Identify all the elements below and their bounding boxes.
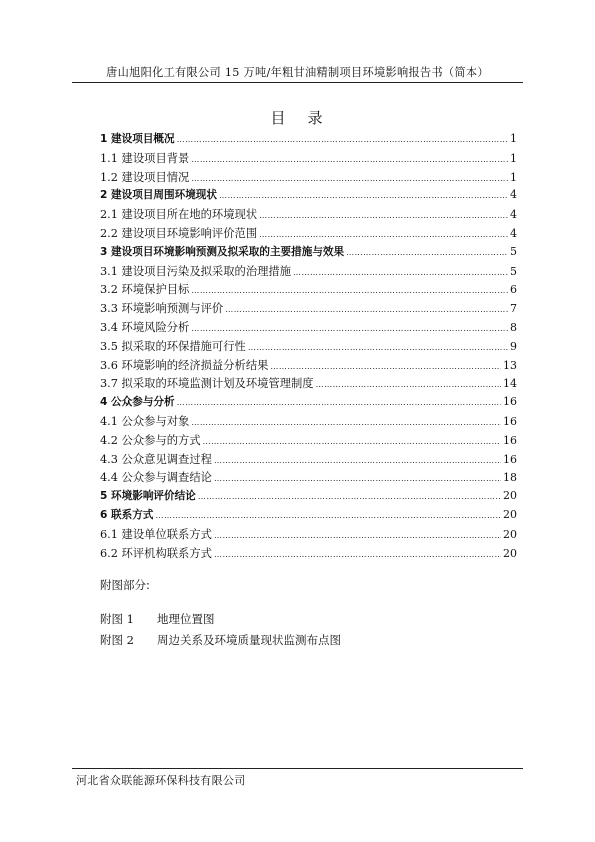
toc-section-entry[interactable] bbox=[100, 545, 517, 564]
toc-page-number: 16 bbox=[503, 395, 517, 409]
toc-leader-dots bbox=[191, 324, 508, 333]
appendix-list bbox=[100, 611, 341, 653]
toc-leader-dots bbox=[191, 286, 508, 295]
toc-section-entry[interactable] bbox=[100, 413, 517, 432]
toc-leader-dots bbox=[259, 230, 508, 239]
toc-page-number: 18 bbox=[503, 471, 517, 485]
toc-entry-title: 4 公众参与分析 bbox=[100, 396, 175, 409]
toc-page-number: 20 bbox=[503, 507, 517, 521]
toc-chapter-entry[interactable] bbox=[100, 488, 517, 507]
toc-chapter-entry[interactable] bbox=[100, 394, 517, 413]
toc-page-number: 14 bbox=[503, 377, 517, 391]
toc-section-entry[interactable] bbox=[100, 206, 517, 225]
toc-leader-dots bbox=[293, 268, 508, 277]
toc-entry-title: 5 环境影响评价结论 bbox=[100, 490, 196, 503]
toc-page-number: 20 bbox=[503, 489, 517, 503]
toc-section-entry[interactable] bbox=[100, 281, 517, 300]
toc-page-number: 9 bbox=[510, 339, 517, 353]
toc-page-number: 16 bbox=[503, 452, 517, 466]
toc-entry-title: 4.4 公众参与调查结论 bbox=[100, 471, 212, 485]
toc-page-number: 6 bbox=[510, 283, 517, 297]
toc-page-number: 13 bbox=[503, 358, 517, 372]
toc-leader-dots bbox=[191, 418, 501, 427]
appendix-item-title: 地理位置图 bbox=[157, 612, 215, 626]
table-of-contents bbox=[100, 131, 517, 563]
toc-entry-title: 3 建设项目环境影响预测及拟采取的主要措施与效果 bbox=[100, 245, 345, 258]
toc-section-entry[interactable] bbox=[100, 432, 517, 451]
toc-leader-dots bbox=[316, 380, 501, 389]
appendix-item-number: 附图 1 bbox=[100, 612, 134, 626]
toc-entry-title: 4.3 公众意见调查过程 bbox=[100, 452, 212, 466]
appendix-item bbox=[100, 611, 341, 632]
toc-entry-title: 3.4 环境风险分析 bbox=[100, 320, 190, 334]
toc-page-number: 20 bbox=[503, 546, 517, 560]
toc-section-entry[interactable] bbox=[100, 357, 517, 376]
toc-leader-dots bbox=[214, 456, 501, 465]
toc-entry-title: 1.2 建设项目情况 bbox=[100, 170, 190, 184]
toc-page-number: 5 bbox=[510, 264, 517, 278]
toc-title bbox=[0, 107, 595, 128]
toc-leader-dots bbox=[198, 492, 501, 501]
toc-page-number: 1 bbox=[510, 170, 517, 184]
toc-section-entry[interactable] bbox=[100, 338, 517, 357]
toc-page-number: 16 bbox=[503, 414, 517, 428]
toc-section-entry[interactable] bbox=[100, 526, 517, 545]
toc-entry-title: 3.7 拟采取的环境监测计划及环境管理制度 bbox=[100, 377, 314, 391]
toc-section-entry[interactable] bbox=[100, 225, 517, 244]
toc-page-number: 16 bbox=[503, 433, 517, 447]
toc-entry-title: 3.1 建设项目污染及拟采取的治理措施 bbox=[100, 264, 292, 278]
footer-divider bbox=[72, 768, 523, 769]
toc-page-number: 5 bbox=[510, 244, 517, 258]
toc-leader-dots bbox=[259, 211, 508, 220]
toc-leader-dots bbox=[346, 248, 508, 257]
toc-entry-title: 3.5 拟采取的环保措施可行性 bbox=[100, 339, 246, 353]
toc-entry-title: 6.2 环评机构联系方式 bbox=[100, 546, 212, 560]
toc-entry-title: 2.2 建设项目环境影响评价范围 bbox=[100, 226, 258, 240]
toc-section-entry[interactable] bbox=[100, 319, 517, 338]
toc-leader-dots bbox=[177, 398, 501, 407]
toc-page-number: 1 bbox=[510, 132, 517, 145]
toc-section-entry[interactable] bbox=[100, 263, 517, 282]
toc-leader-dots bbox=[155, 511, 501, 520]
toc-leader-dots bbox=[203, 437, 501, 446]
toc-entry-title: 6 联系方式 bbox=[100, 508, 154, 521]
toc-entry-title: 4.2 公众参与的方式 bbox=[100, 433, 201, 447]
toc-chapter-entry[interactable] bbox=[100, 187, 517, 206]
toc-title-part2: 录 bbox=[307, 109, 325, 127]
toc-page-number: 4 bbox=[510, 226, 517, 240]
toc-leader-dots bbox=[214, 550, 501, 559]
toc-leader-dots bbox=[191, 174, 508, 183]
toc-leader-dots bbox=[270, 362, 501, 371]
toc-entry-title: 2.1 建设项目所在地的环境现状 bbox=[100, 208, 258, 222]
toc-section-entry[interactable] bbox=[100, 169, 517, 188]
toc-section-entry[interactable] bbox=[100, 300, 517, 319]
appendix-item-title: 周边关系及环境质量现状监测布点图 bbox=[157, 633, 341, 647]
toc-entry-title: 1.1 建设项目背景 bbox=[100, 151, 190, 165]
toc-section-entry[interactable] bbox=[100, 469, 517, 488]
toc-page-number: 1 bbox=[510, 151, 517, 165]
toc-page-number: 7 bbox=[510, 302, 517, 316]
toc-entry-title: 3.2 环境保护目标 bbox=[100, 283, 190, 297]
toc-title-part1: 目 bbox=[270, 109, 288, 127]
toc-entry-title: 3.6 环境影响的经济损益分析结果 bbox=[100, 358, 269, 372]
toc-chapter-entry[interactable] bbox=[100, 131, 517, 150]
toc-leader-dots bbox=[191, 155, 508, 164]
toc-leader-dots bbox=[177, 135, 508, 144]
toc-section-entry[interactable] bbox=[100, 451, 517, 470]
toc-chapter-entry[interactable] bbox=[100, 244, 517, 263]
toc-entry-title: 1 建设项目概况 bbox=[100, 133, 175, 145]
toc-entry-title: 3.3 环境影响预测与评价 bbox=[100, 302, 224, 316]
appendix-item bbox=[100, 632, 341, 653]
toc-page-number: 20 bbox=[503, 527, 517, 541]
toc-entry-title: 6.1 建设单位联系方式 bbox=[100, 527, 212, 541]
appendix-heading: 附图部分: bbox=[100, 578, 150, 592]
toc-page-number: 8 bbox=[510, 320, 517, 334]
page-footer: 河北省众联能源环保科技有限公司 bbox=[76, 774, 246, 787]
toc-chapter-entry[interactable] bbox=[100, 507, 517, 526]
toc-page-number: 4 bbox=[510, 188, 517, 202]
toc-leader-dots bbox=[225, 305, 508, 314]
toc-section-entry[interactable] bbox=[100, 375, 517, 394]
toc-leader-dots bbox=[248, 343, 508, 352]
page-header: 唐山旭阳化工有限公司 15 万吨/年粗甘油精制项目环境影响报告书（简本） bbox=[72, 66, 523, 83]
toc-entry-title: 4.1 公众参与对象 bbox=[100, 414, 190, 428]
toc-section-entry[interactable] bbox=[100, 150, 517, 169]
toc-leader-dots bbox=[214, 531, 501, 540]
appendix-item-number: 附图 2 bbox=[100, 633, 134, 647]
toc-leader-dots bbox=[219, 191, 508, 200]
toc-leader-dots bbox=[214, 474, 501, 483]
toc-entry-title: 2 建设项目周围环境现状 bbox=[100, 189, 217, 202]
toc-page-number: 4 bbox=[510, 208, 517, 222]
